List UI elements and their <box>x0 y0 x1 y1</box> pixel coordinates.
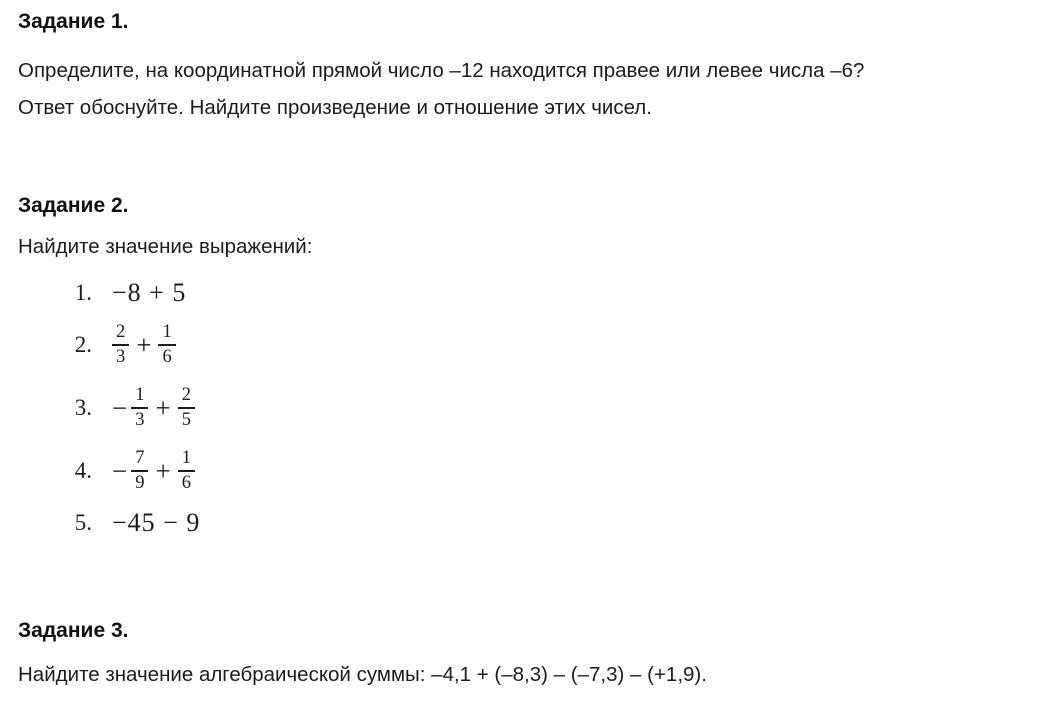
fraction-denominator: 9 <box>135 473 145 493</box>
fraction-denominator: 6 <box>181 473 191 493</box>
fraction-1 <box>131 448 148 495</box>
fraction-2 <box>178 385 195 432</box>
task-1-line-1: Определите, на координатной прямой число –12 находится правее или левее числа –6? <box>18 59 865 82</box>
task-3-title: Задание 3. <box>18 619 129 642</box>
fraction-denominator: 3 <box>135 410 145 430</box>
fraction-1 <box>131 385 148 432</box>
task-1-line-2: Ответ обоснуйте. Найдите произведение и отношение этих чисел. <box>18 96 652 119</box>
task-1 <box>18 8 1042 126</box>
expression-3 <box>112 385 195 432</box>
fraction-numerator: 1 <box>131 385 148 409</box>
plus-operator: + <box>136 329 152 360</box>
task-1-title: Задание 1. <box>18 10 129 33</box>
expression-item-4 <box>58 442 1042 500</box>
fraction-numerator: 2 <box>112 322 129 346</box>
task-2-intro: Найдите значение выражений: <box>18 235 313 258</box>
item-number: 1. <box>74 280 92 305</box>
item-number: 2. <box>74 332 92 357</box>
task-3-text: Найдите значение алгебраической суммы: –4,1 + (–8,3) – (–7,3) – (+1,9). <box>18 663 707 686</box>
fraction-denominator: 5 <box>181 410 191 430</box>
expression-1-text: −8 + 5 <box>112 278 187 307</box>
fraction-1 <box>112 322 129 369</box>
expression-5 <box>112 508 200 538</box>
item-number: 3. <box>74 395 92 420</box>
fraction-denominator: 3 <box>116 347 126 367</box>
fraction-2 <box>178 448 195 495</box>
expression-2 <box>112 322 176 369</box>
task-1-text <box>18 52 1042 126</box>
expression-item-1 <box>58 275 1042 311</box>
item-number: 5. <box>74 510 92 535</box>
plus-operator: + <box>155 455 171 486</box>
minus-sign: − <box>112 455 128 486</box>
fraction-numerator: 7 <box>131 448 148 472</box>
minus-sign: − <box>112 392 128 423</box>
plus-operator: + <box>155 392 171 423</box>
expression-item-5 <box>58 505 1042 541</box>
item-number: 4. <box>74 458 92 483</box>
fraction-numerator: 1 <box>158 322 175 346</box>
fraction-2 <box>158 322 175 369</box>
fraction-denominator: 6 <box>162 347 172 367</box>
expression-list <box>18 275 1042 541</box>
task-2 <box>18 192 1042 541</box>
expression-item-2 <box>58 316 1042 374</box>
fraction-numerator: 2 <box>178 385 195 409</box>
fraction-numerator: 1 <box>178 448 195 472</box>
expression-item-3 <box>58 379 1042 437</box>
expression-1 <box>112 278 186 308</box>
task-3 <box>18 617 1042 689</box>
expression-4 <box>112 448 195 495</box>
task-2-title: Задание 2. <box>18 194 129 217</box>
expression-5-text: −45 − 9 <box>112 508 201 537</box>
